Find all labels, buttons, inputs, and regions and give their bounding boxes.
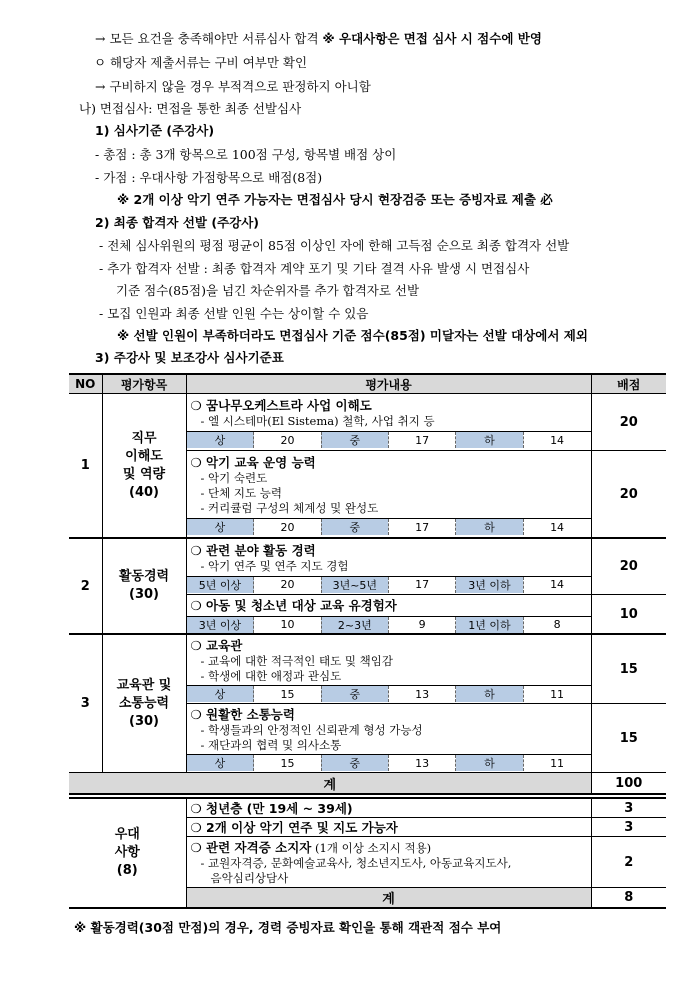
scale-value: 20: [254, 432, 321, 449]
scale-value: 20: [254, 576, 321, 593]
scale-value: 17: [388, 519, 455, 536]
scale-label: 하: [456, 432, 523, 449]
criterion-cell: [186, 451, 591, 539]
score-value: 20: [591, 394, 666, 451]
scale-value: 11: [523, 686, 590, 703]
section-heading-1: 1) 심사기준 (주강사): [95, 123, 215, 138]
scale-value: 15: [254, 686, 321, 703]
score-scale: [187, 616, 591, 633]
scale-value: 14: [523, 519, 590, 536]
row-number-2: 2: [69, 538, 102, 634]
total-score: 100: [591, 773, 666, 795]
criterion-detail: - 엘 시스테마(El Sistema) 철학, 사업 취지 등: [200, 414, 435, 428]
evaluation-table: [69, 373, 666, 795]
scale-value: 15: [254, 755, 321, 772]
item-label-3: 교육관 및 소통능력 (30): [102, 634, 186, 773]
intro-line-1: [95, 31, 542, 47]
intro-line-3: → 구비하지 않을 경우 부적격으로 판정하지 아니함: [95, 79, 371, 94]
criterion-title: ❍ 악기 교육 운영 능력: [190, 455, 316, 470]
scale-label: 중: [321, 686, 388, 703]
header-content: 평가내용: [186, 374, 591, 394]
item-label-2: 활동경력 (30): [102, 538, 186, 634]
scale-value: 20: [254, 519, 321, 536]
intro-line-7: - 가점 : 우대사항 가점항목으로 배점(8점): [95, 170, 323, 185]
row-number-3: 3: [80, 696, 90, 711]
scale-value: 13: [388, 686, 455, 703]
criterion-detail: - 학생에 대한 애정과 관심도: [200, 669, 342, 683]
scale-label: 중: [321, 755, 388, 772]
intro-note-2: ※ 2개 이상 악기 연주 가능자는 면접심사 당시 현장검증 또는 증빙자료 제출 必: [117, 192, 553, 207]
scale-label: 하: [456, 686, 523, 703]
scale-value: 14: [523, 432, 590, 449]
scale-label: 3년 이상: [187, 616, 254, 633]
bonus-table: [69, 797, 666, 909]
score-scale: [187, 431, 591, 448]
scale-label: 중: [321, 519, 388, 536]
criterion-title: ❍ 아동 및 청소년 대상 교육 유경험자: [190, 597, 397, 613]
criterion-cell: [186, 595, 591, 635]
scale-value: 10: [254, 616, 321, 633]
scale-value: 17: [388, 576, 455, 593]
score-scale: [187, 576, 591, 593]
bonus-total-score: 8: [591, 888, 666, 909]
intro-line-13: - 모집 인원과 최종 선발 인원 수는 상이할 수 있음: [99, 306, 369, 321]
intro-line-11: - 추가 합격자 선발 : 최종 합격자 계약 포기 및 기타 결격 사유 발생 시 면접심사: [99, 261, 530, 276]
intro-text: → 모든 요건을 충족해야만 서류심사 합격: [95, 31, 323, 46]
intro-line-4: 나) 면접심사: 면접을 통한 최종 선발심사: [79, 101, 302, 116]
criterion-detail: - 재단과의 협력 및 의사소통: [200, 738, 342, 752]
criterion-cell: [186, 394, 591, 451]
bonus-criterion: ❍ 청년층 (만 19세 ~ 39세): [186, 798, 591, 818]
bonus-title-note: (1개 이상 소지시 적용): [311, 841, 432, 855]
intro-line-2: ㅇ 해당자 제출서류는 구비 여부만 확인: [94, 55, 308, 70]
criterion-detail: - 악기 연주 및 연주 지도 경험: [200, 558, 349, 573]
scale-label: 5년 이상: [187, 576, 254, 593]
section-heading-3: 3) 주강사 및 보조강사 심사기준표: [95, 350, 284, 365]
criterion-detail: - 악기 숙련도: [200, 471, 268, 485]
scale-label: 상: [187, 519, 254, 536]
scale-value: 13: [388, 755, 455, 772]
scale-label: 3년~5년: [321, 576, 388, 593]
bonus-detail: 음악심리상담사: [210, 871, 289, 885]
criterion-detail: - 교육에 대한 적극적인 태도 및 책임감: [200, 654, 393, 668]
score-value: 15: [591, 704, 666, 773]
section-heading-2: 2) 최종 합격자 선발 (주강사): [95, 215, 259, 230]
scale-label: 하: [456, 755, 523, 772]
criterion-title: ❍ 원활한 소통능력: [190, 707, 295, 722]
scale-value: 14: [523, 576, 590, 593]
bonus-criterion-title: [187, 838, 591, 856]
criterion-detail: - 커리큘럼 구성의 체계성 및 완성도: [200, 501, 379, 515]
bonus-item-label: 우대 사항 (8): [114, 827, 140, 878]
scale-label: 3년 이하: [456, 576, 523, 593]
criterion-detail: - 단체 지도 능력: [200, 486, 283, 500]
criterion-title: ❍ 관련 분야 활동 경력: [190, 542, 316, 558]
scale-label: 상: [187, 686, 254, 703]
scale-label: 상: [187, 755, 254, 772]
intro-line-6: - 총점 : 총 3개 항목으로 100점 구성, 항목별 배점 상이: [95, 147, 397, 162]
criterion-cell: [186, 704, 591, 773]
bonus-detail: - 교원자격증, 문화예술교육사, 청소년지도사, 아동교육지도사,: [200, 856, 512, 870]
header-item: 평가항목: [102, 374, 186, 394]
bonus-score: 3: [591, 798, 666, 818]
score-value: 20: [591, 538, 666, 595]
criterion-title: ❍ 꿈나무오케스트라 사업 이해도: [190, 398, 372, 413]
intro-line-12: 기준 점수(85점)을 넘긴 차순위자를 추가 합격자로 선발: [116, 283, 420, 298]
criterion-title: ❍ 교육관: [190, 638, 243, 653]
score-value: 10: [591, 595, 666, 635]
header-score: 배점: [591, 374, 666, 394]
footnote: ※ 활동경력(30점 만점)의 경우, 경력 증빙자료 확인을 통해 객관적 점수 부여: [74, 920, 502, 935]
scale-value: 9: [388, 616, 455, 633]
scale-label: 하: [456, 519, 523, 536]
row-number-1: 1: [69, 394, 102, 539]
header-no: NO: [69, 374, 102, 394]
scale-label: 중: [321, 432, 388, 449]
bonus-score: 3: [591, 818, 666, 837]
scale-label: 2~3년: [321, 616, 388, 633]
scale-value: 11: [523, 755, 590, 772]
bonus-score: 2: [591, 837, 666, 888]
bonus-criterion: ❍ 2개 이상 악기 연주 및 지도 가능자: [186, 818, 591, 837]
score-value: 15: [591, 634, 666, 704]
criterion-cell: [186, 538, 591, 595]
intro-line-10: - 전체 심사위원의 평점 평균이 85점 이상인 자에 한해 고득점 순으로 최종 합격자 선발: [99, 238, 570, 253]
bonus-total-label: 계: [186, 888, 591, 909]
bonus-title-text: ❍ 관련 자격증 소지자: [190, 840, 312, 855]
item-label-1: 직무 이해도 및 역량 (40): [102, 394, 186, 539]
score-scale: [187, 754, 591, 771]
criterion-cell: [186, 634, 591, 704]
score-scale: [187, 685, 591, 702]
bonus-criterion-cell: [186, 837, 591, 888]
intro-note: ※ 우대사항은 면접 심사 시 점수에 반영: [322, 31, 542, 46]
scale-value: 17: [388, 432, 455, 449]
score-value: 20: [591, 451, 666, 539]
scale-label: 1년 이하: [456, 616, 523, 633]
score-scale: [187, 518, 591, 535]
criterion-detail: - 학생들과의 안정적인 신뢰관계 형성 가능성: [200, 723, 423, 737]
total-label: 계: [69, 773, 591, 795]
intro-note-3: ※ 선발 인원이 부족하더라도 면접심사 기준 점수(85점) 미달자는 선발 대상에서 제외: [117, 328, 588, 343]
scale-value: 8: [523, 616, 590, 633]
scale-label: 상: [187, 432, 254, 449]
